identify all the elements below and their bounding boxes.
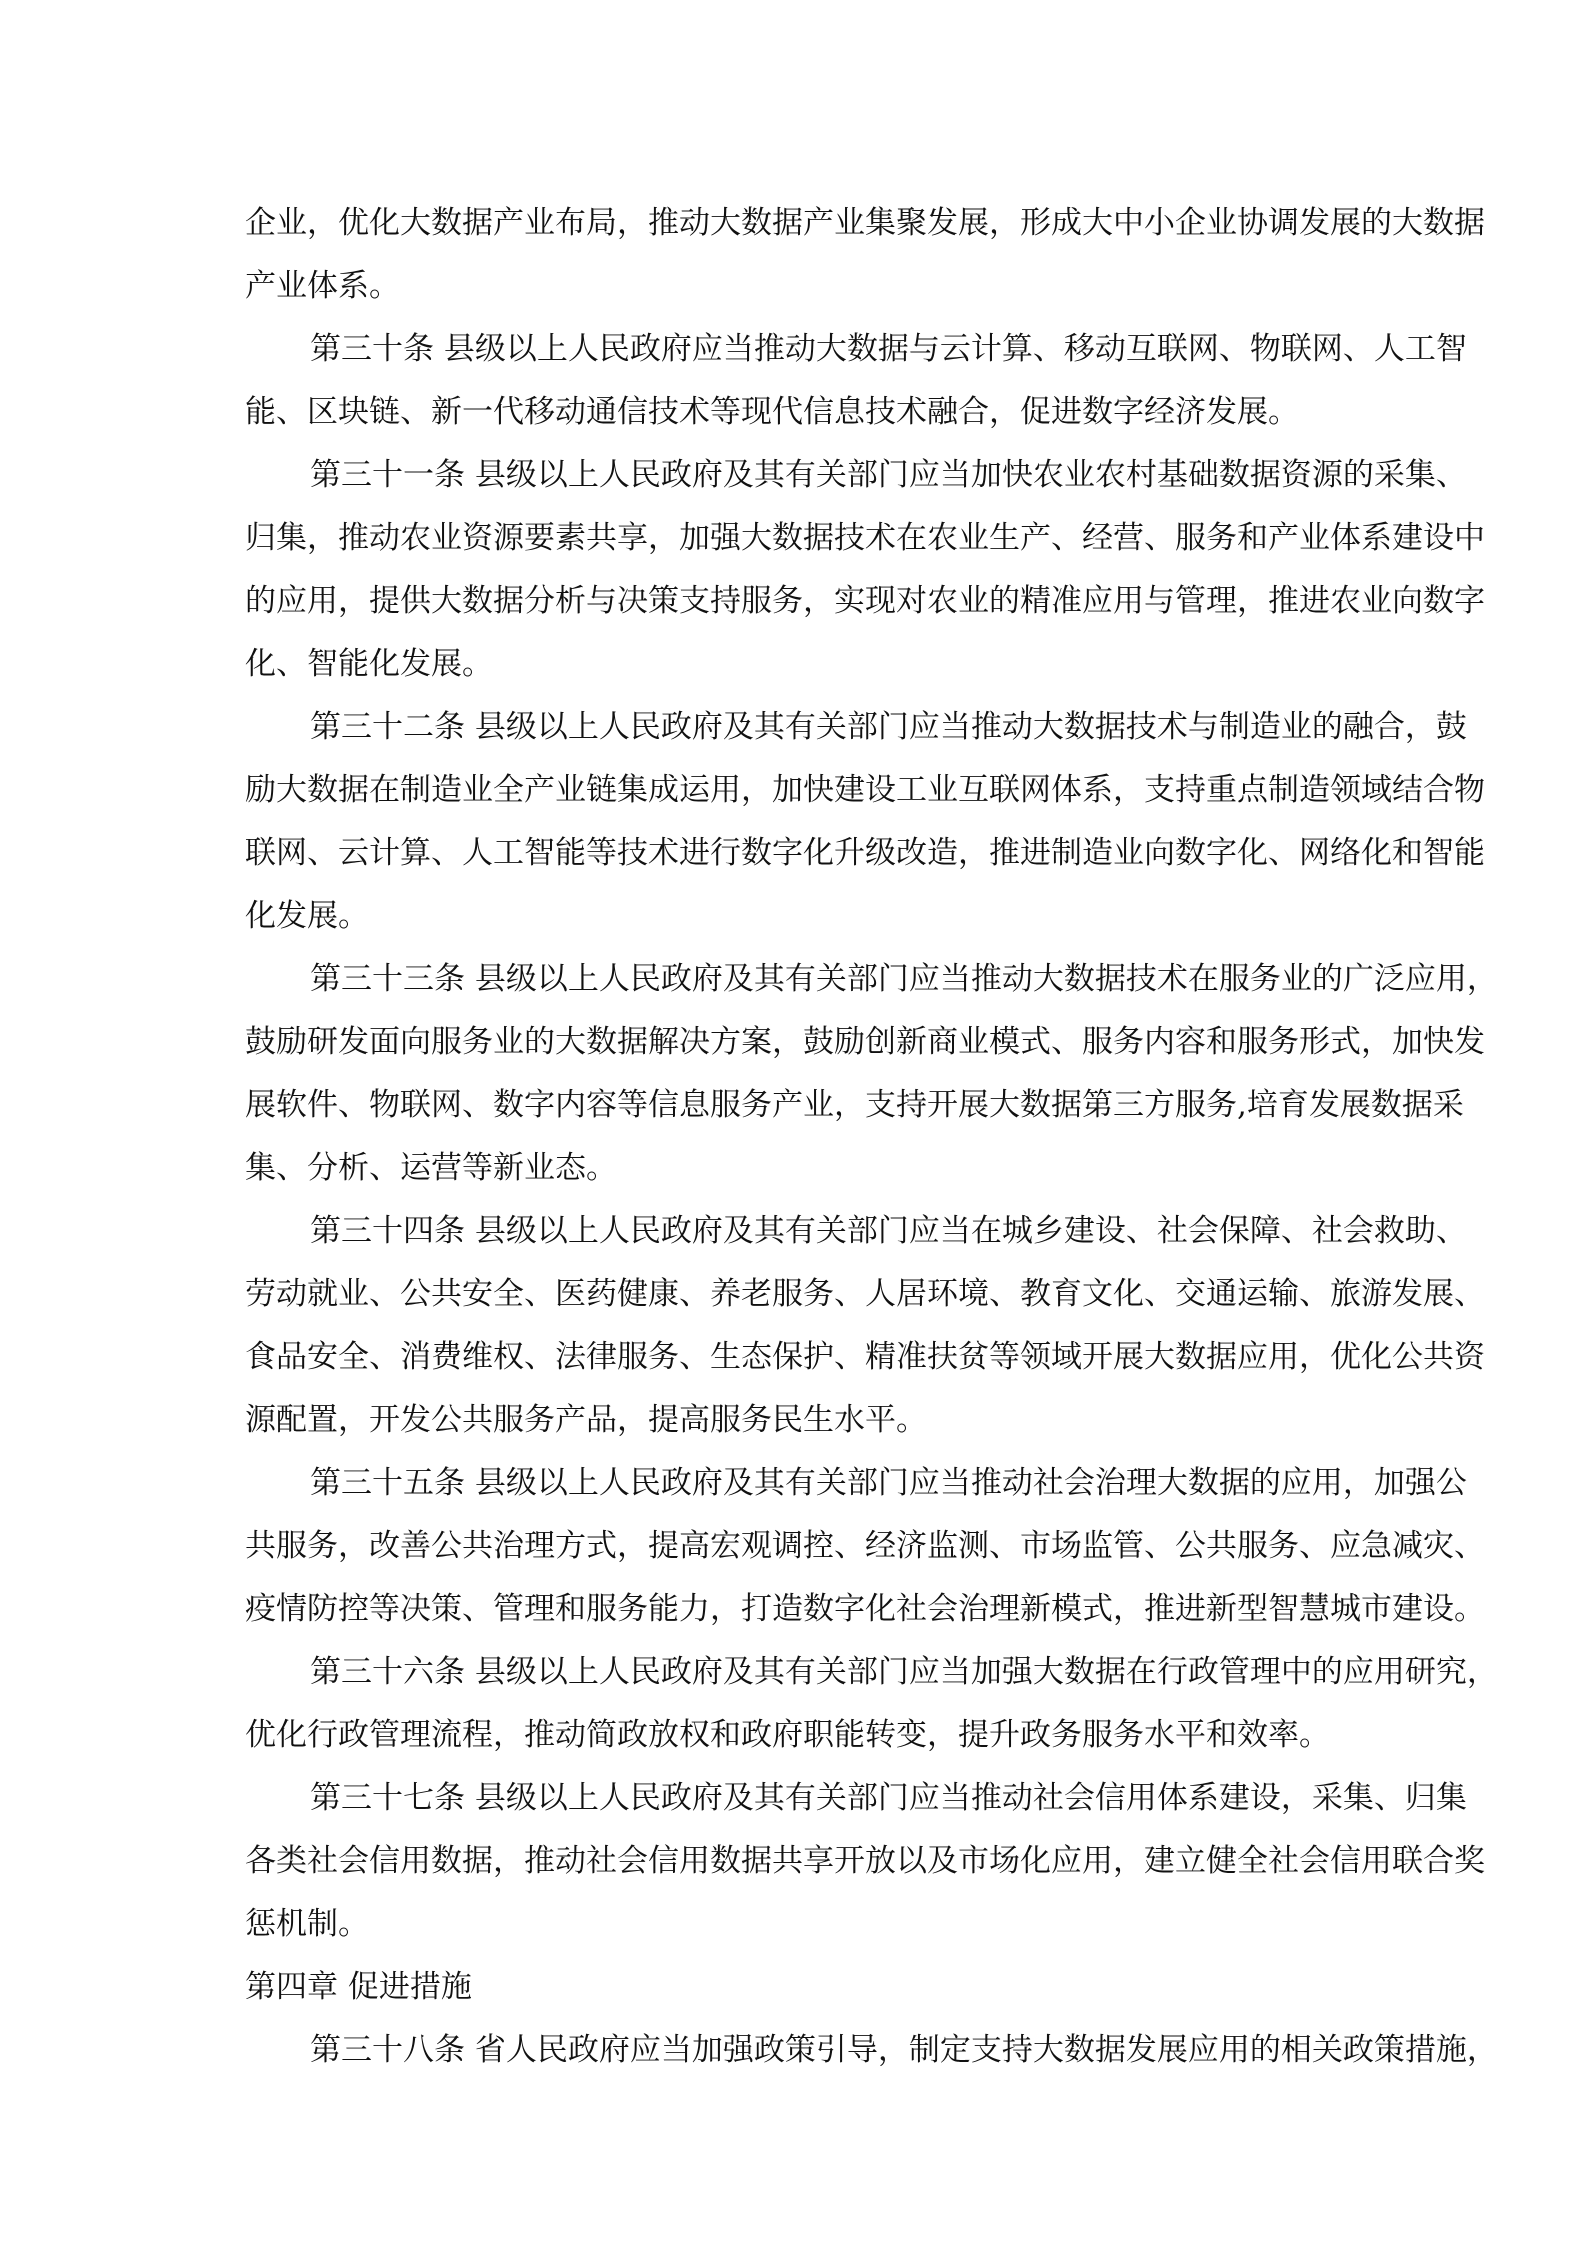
article-paragraph (245, 318, 1467, 444)
article-paragraph (245, 444, 1485, 696)
article-paragraph (245, 696, 1485, 948)
article-paragraph (245, 2019, 1498, 2082)
text-line: 共服务，改善公共治理方式，提高宏观调控、经济监测、市场监管、公共服务、应急减灾、 (245, 1528, 1485, 1564)
text-line: 第三十六条 县级以上人民政府及其有关部门应当加强大数据在行政管理中的应用研究， (310, 1654, 1498, 1690)
article-paragraph (245, 1452, 1485, 1641)
text-line: 鼓励研发面向服务业的大数据解决方案，鼓励创新商业模式、服务内容和服务形式，加快发 (245, 1024, 1485, 1060)
text-line: 的应用，提供大数据分析与决策支持服务，实现对农业的精准应用与管理，推进农业向数字 (245, 583, 1485, 619)
article-paragraph (245, 1641, 1498, 1767)
text-line: 惩机制。 (245, 1906, 369, 1942)
text-line: 劳动就业、公共安全、医药健康、养老服务、人居环境、教育文化、交通运输、旅游发展、 (245, 1276, 1485, 1312)
text-line: 第三十三条 县级以上人民政府及其有关部门应当推动大数据技术在服务业的广泛应用， (310, 961, 1498, 997)
text-line: 化、智能化发展。 (245, 646, 493, 682)
text-line: 第三十五条 县级以上人民政府及其有关部门应当推动社会治理大数据的应用，加强公 (310, 1465, 1467, 1501)
text-line: 疫情防控等决策、管理和服务能力，打造数字化社会治理新模式，推进新型智慧城市建设。 (245, 1591, 1485, 1627)
text-line: 第三十八条 省人民政府应当加强政策引导，制定支持大数据发展应用的相关政策措施， (310, 2032, 1498, 2068)
text-line: 集、分析、运营等新业态。 (245, 1150, 617, 1186)
text-line: 联网、云计算、人工智能等技术进行数字化升级改造，推进制造业向数字化、网络化和智能 (245, 835, 1485, 871)
text-line: 第三十一条 县级以上人民政府及其有关部门应当加快农业农村基础数据资源的采集、 (310, 457, 1467, 493)
text-line: 源配置，开发公共服务产品，提高服务民生水平。 (245, 1402, 927, 1438)
article-paragraph (245, 1200, 1485, 1452)
text-line: 企业，优化大数据产业布局，推动大数据产业集聚发展，形成大中小企业协调发展的大数据 (245, 205, 1485, 241)
text-line: 产业体系。 (245, 268, 400, 304)
text-line: 优化行政管理流程，推动简政放权和政府职能转变，提升政务服务水平和效率。 (245, 1717, 1330, 1753)
text-line: 第四章 促进措施 (245, 1969, 472, 2005)
text-line: 第三十条 县级以上人民政府应当推动大数据与云计算、移动互联网、物联网、人工智 (310, 331, 1467, 367)
text-line: 归集，推动农业资源要素共享，加强大数据技术在农业生产、经营、服务和产业体系建设中 (245, 520, 1485, 556)
text-line: 展软件、物联网、数字内容等信息服务产业，支持开展大数据第三方服务,培育发展数据采 (245, 1087, 1464, 1123)
text-line: 第三十七条 县级以上人民政府及其有关部门应当推动社会信用体系建设，采集、归集 (310, 1780, 1467, 1816)
article-paragraph (245, 948, 1498, 1200)
text-line: 食品安全、消费维权、法律服务、生态保护、精准扶贫等领域开展大数据应用，优化公共资 (245, 1339, 1485, 1375)
document-page (245, 192, 1498, 2082)
text-line: 励大数据在制造业全产业链集成运用，加快建设工业互联网体系，支持重点制造领域结合物 (245, 772, 1485, 808)
text-line: 化发展。 (245, 898, 369, 934)
text-line: 第三十二条 县级以上人民政府及其有关部门应当推动大数据技术与制造业的融合，鼓 (310, 709, 1467, 745)
continuation-paragraph (245, 192, 1485, 318)
text-line: 能、区块链、新一代移动通信技术等现代信息技术融合，促进数字经济发展。 (245, 394, 1299, 430)
article-paragraph (245, 1767, 1485, 1956)
chapter-heading (245, 1956, 1357, 2019)
text-line: 各类社会信用数据，推动社会信用数据共享开放以及市场化应用，建立健全社会信用联合奖 (245, 1843, 1485, 1879)
text-line: 第三十四条 县级以上人民政府及其有关部门应当在城乡建设、社会保障、社会救助、 (310, 1213, 1467, 1249)
